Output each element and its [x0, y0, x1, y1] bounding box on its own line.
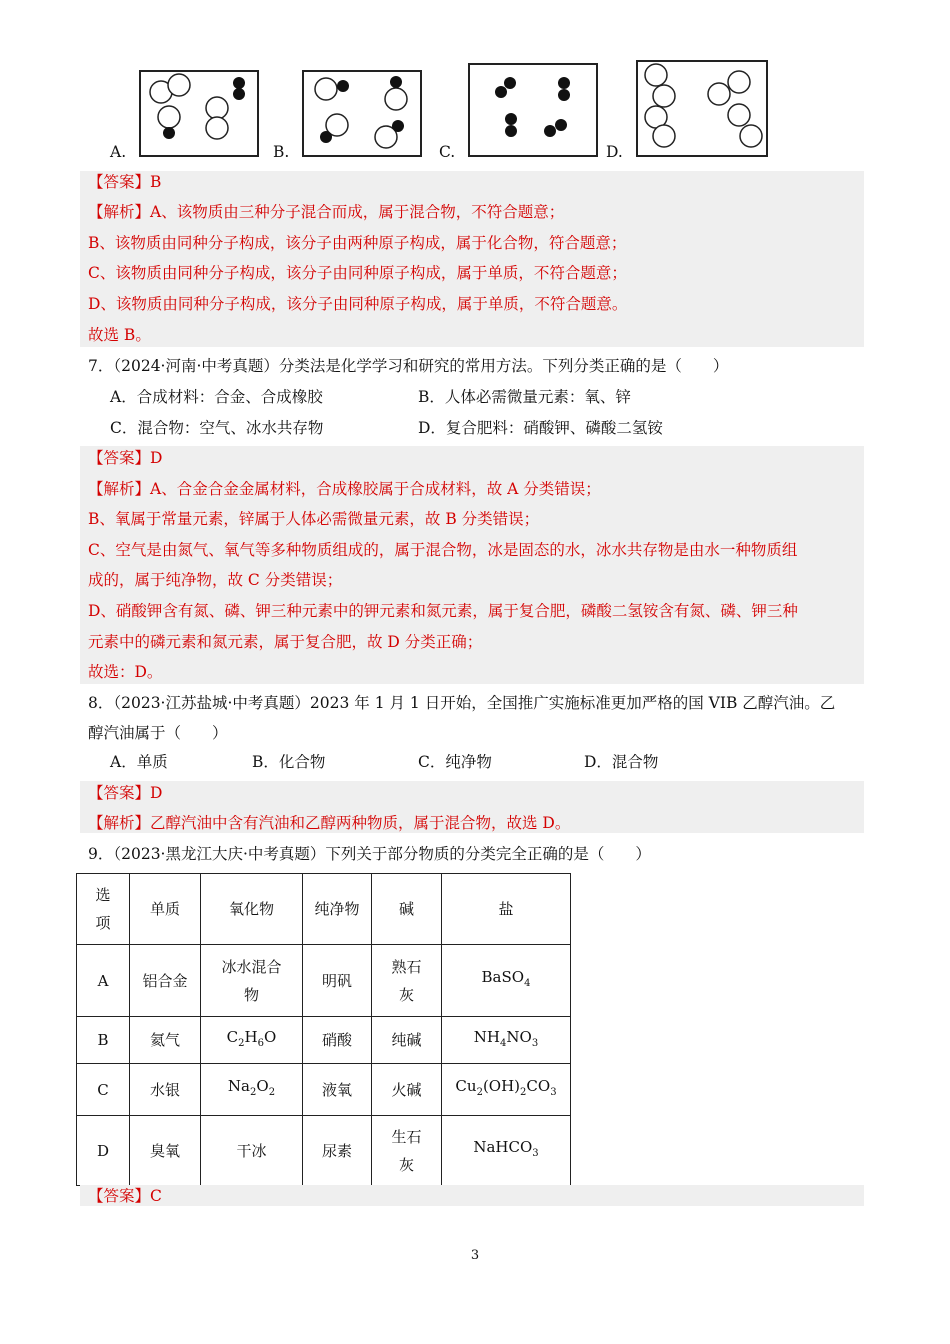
table-cell: 冰水混合物	[201, 945, 303, 1017]
q9-answer: 【答案】C	[88, 1187, 162, 1205]
table-cell: 水银	[130, 1064, 201, 1116]
q7-analysis-line: B、氧属于常量元素，锌属于人体必需微量元素，故 B 分类错误；	[88, 510, 540, 528]
table-cell: 液氧	[303, 1064, 372, 1116]
q7-stem: 7．（2024·河南·中考真题）分类法是化学学习和研究的常用方法。下列分类正确的是（ ）	[88, 357, 729, 375]
table-row	[77, 1017, 571, 1064]
q7-analysis-line: 【解析】A、合金合金金属材料，合成橡胶属于合成材料，故 A 分类错误；	[88, 480, 601, 498]
q7-option-a: A．合成材料：合金、合成橡胶	[110, 388, 323, 406]
q6-analysis-line: D、该物质由同种分子构成，该分子由同种原子构成，属于单质，不符合题意。	[88, 295, 628, 313]
table-row	[77, 945, 571, 1017]
option-a-label: A.	[110, 143, 127, 161]
q7-option-c: C．混合物：空气、冰水共存物	[110, 419, 324, 437]
table-row	[77, 1116, 571, 1186]
q8-answer: 【答案】D	[88, 784, 163, 802]
header-cell: 碱	[372, 874, 442, 945]
option-d-label: D.	[606, 143, 623, 161]
q9-answer-block	[80, 1185, 864, 1206]
table-cell: 硝酸	[303, 1017, 372, 1064]
q7-option-b: B．人体必需微量元素：氧、锌	[418, 388, 631, 406]
table-cell: 干冰	[201, 1116, 303, 1186]
header-cell: 氧化物	[201, 874, 303, 945]
table-cell: BaSO$_4$	[442, 945, 571, 1017]
q7-analysis-line: C、空气是由氮气、氧气等多种物质组成的，属于混合物，冰是固态的水，冰水共存物是由水一种物质组	[88, 541, 798, 559]
table-cell: NaHCO$_3$	[442, 1116, 571, 1186]
table-cell: $NH_4NO_3$	[442, 1017, 571, 1064]
q8-option-d: D．混合物	[584, 753, 659, 771]
q6-analysis-line: 故选 B。	[88, 326, 151, 344]
table-cell: 纯碱	[372, 1017, 442, 1064]
q6-analysis-line: C、该物质由同种分子构成，该分子由同种原子构成，属于单质，不符合题意；	[88, 264, 627, 282]
q8-option-b: B．化合物	[252, 753, 326, 771]
q8-option-c: C．纯净物	[418, 753, 492, 771]
table-cell: 氦气	[130, 1017, 201, 1064]
q6-analysis-line: B、该物质由同种分子构成，该分子由两种原子构成，属于化合物，符合题意；	[88, 234, 627, 252]
q7-answer: 【答案】D	[88, 449, 163, 467]
q7-analysis-line: 成的，属于纯净物，故 C 分类错误；	[88, 571, 343, 589]
q9-stem: 9．（2023·黑龙江大庆·中考真题）下列关于部分物质的分类完全正确的是（ ）	[88, 845, 651, 863]
table-cell: $Cu_2(OH)_2CO_3$	[442, 1064, 571, 1116]
q6-answer: 【答案】B	[88, 173, 162, 191]
option-b-label: B.	[273, 143, 290, 161]
table-cell: 生石灰	[372, 1116, 442, 1186]
table-cell: 铝合金	[130, 945, 201, 1017]
diagram-a	[139, 70, 259, 157]
table-cell: 熟石灰	[372, 945, 442, 1017]
q7-analysis-line: D、硝酸钾含有氮、磷、钾三种元素中的钾元素和氮元素，属于复合肥，磷酸二氢铵含有氮、磷、钾三种	[88, 602, 798, 620]
q8-analysis: 【解析】乙醇汽油中含有汽油和乙醇两种物质，属于混合物，故选 D。	[88, 814, 571, 832]
table-cell: 明矾	[303, 945, 372, 1017]
table-cell: 火碱	[372, 1064, 442, 1116]
q7-analysis-line: 元素中的磷元素和氮元素，属于复合肥，故 D 分类正确；	[88, 633, 483, 651]
table-cell: $C_2H_6O$	[201, 1017, 303, 1064]
table-row	[77, 1064, 571, 1116]
header-cell: 盐	[442, 874, 571, 945]
q8-option-a: A．单质	[110, 753, 168, 771]
header-cell: 纯净物	[303, 874, 372, 945]
q7-analysis-line: 故选：D。	[88, 663, 163, 681]
q9-table	[76, 873, 571, 1186]
table-header-row	[77, 874, 571, 945]
table-cell: 尿素	[303, 1116, 372, 1186]
q6-analysis-line: 【解析】A、该物质由三种分子混合而成，属于混合物，不符合题意；	[88, 203, 565, 221]
table-cell: D	[77, 1116, 130, 1186]
diagram-d	[636, 60, 768, 157]
q8-stem-cont: 醇汽油属于（ ）	[88, 724, 228, 742]
table-cell: C	[77, 1064, 130, 1116]
table-cell: A	[77, 945, 130, 1017]
diagram-c	[468, 63, 598, 157]
q6-answer-block	[80, 171, 864, 347]
page-number: 3	[470, 1248, 480, 1263]
header-cell: 选项	[77, 874, 130, 945]
q7-option-d: D．复合肥料：硝酸钾、磷酸二氢铵	[418, 419, 663, 437]
table-cell: 臭氧	[130, 1116, 201, 1186]
diagram-b	[302, 70, 422, 157]
table-cell: B	[77, 1017, 130, 1064]
q8-stem: 8．（2023·江苏盐城·中考真题）2023 年 1 月 1 日开始，全国推广实施标准更加严格的国 VIB 乙醇汽油。乙	[88, 694, 836, 712]
option-c-label: C.	[439, 143, 456, 161]
table-cell: $Na_2O_2$	[201, 1064, 303, 1116]
header-cell: 单质	[130, 874, 201, 945]
